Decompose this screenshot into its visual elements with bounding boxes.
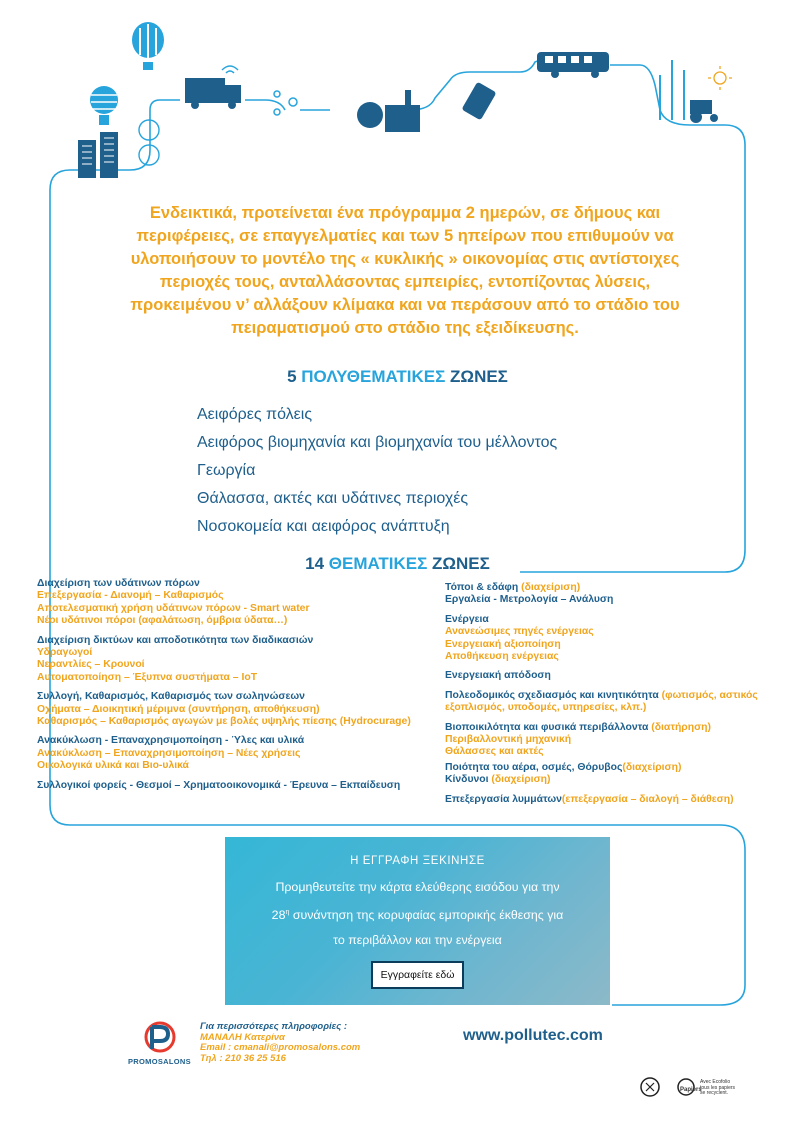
zone-group [445,690,790,715]
register-button[interactable]: Εγγραφείτε εδώ [373,963,463,987]
wifi-icon [222,66,238,73]
zone-title: Ποιότητα του αέρα, οσμές, Θόρυβος [445,761,623,773]
intro-line: περιφέρειες, σε επαγγελματίες και των 5 ηπείρων που επιθυμούν να [136,227,674,245]
zone-sub: Οχήματα – Διοικητική μέριμνα (συντήρηση, αποθήκευση) [37,703,320,715]
multi-zones-list [197,401,557,541]
wind-turbine-icon [139,120,159,165]
network-icon [274,91,297,115]
zone-title: Πολεοδομικός σχεδιασμός και κινητικότητα [445,689,659,701]
zone-group [37,735,427,772]
zone-title-suffix: (διαχείριση) [488,774,551,786]
zone-title-suffix: (διατήρηση) [648,721,711,733]
intro-line: Ενδεικτικά, προτείνεται ένα πρόγραμμα 2 ημερών, σε δήμους και [149,204,661,222]
banner-line: Προμηθευτείτε την κάρτα ελεύθερης εισόδου για την [275,880,560,894]
banner-line: το περιβάλλον και την ενέργεια [333,933,502,948]
zone-group [445,614,790,664]
intro-line: πειραματισμού στο στάδιο της εξειδίκευσης. [231,319,579,337]
hot-air-balloon-icon [132,22,164,70]
wheat-icon [660,60,684,120]
list-item: Νοσοκομεία και αειφόρος ανάπτυξη [197,518,450,535]
zone-group [37,635,427,685]
zone-sub: Υδραγωγοί [37,647,93,659]
list-item: Γεωργία [197,462,256,479]
zone-group [37,691,427,728]
zone-sub: Περιβαλλοντική μηχανική [445,734,572,746]
zone-group [37,780,427,792]
papier-label: Papiers [680,1087,702,1093]
zone-group [37,578,427,628]
zone-title: Διαχείριση δικτύων και αποδοτικότητα των διαδικασιών [37,634,314,646]
zone-title: Κίνδυνοι [445,774,489,786]
zone-sub: Καθαρισμός – Καθαρισμός αγωγών με βολές υψηλής πίεσης (Hydrocurage) [37,716,411,728]
garbage-truck-icon [185,78,241,109]
zone-sub: Αποτελεσματική χρήση υδάτινων πόρων - Smart water [37,602,310,614]
zone-title-suffix: (επεξεργασία – διαλογή – διάθεση) [561,793,734,805]
logo-label: PROMOSALONS [128,1057,191,1066]
zone-sub: Ανανεώσιμες πηγές ενέργειας [445,626,594,638]
multi-zones-heading: 5 ΠΟΛΥΘΕΜΑΤΙΚΕΣ ΖΩΝΕΣ [287,367,508,386]
list-item: Θάλασσα, ακτές και υδάτινες περιοχές [197,490,469,507]
zone-title: Συλλογικοί φορείς - Θεσμοί – Χρηματοοικονομικά - Έρευνα – Εκπαίδευση [37,779,401,791]
zone-group [445,794,790,806]
zone-group [445,722,790,759]
factory-icon [357,90,420,132]
tractor-icon [690,100,718,123]
zone-sub: Εργαλεία - Μετρολογία – Ανάλυση [445,594,614,606]
zone-title: Τόποι & εδάφη [445,582,519,593]
zone-sub: Νέοι υδάτινοι πόροι (αφαλάτωση, όμβρια ύδατα…) [37,615,288,627]
zone-group [445,582,790,607]
zone-sub: Επεξεργασία - Διανομή – Καθαρισμός [37,590,224,602]
zone-title: Επεξεργασία λυμμάτων [445,793,562,805]
zone-sub: Νεραντλίες – Κρουνοί [37,659,145,671]
zone-title: Ανακύκλωση - Επαναχρησιμοποίηση - Ύλες και υλικά [37,735,305,747]
globe-icon [90,86,118,125]
intro-line: περιοχές τους, ανταλλάσοντας εμπειρίες, εντοπίζοντας λύσεις, [159,273,651,291]
contact-label: Για περισσότερες πληροφορίες : [200,1021,348,1032]
zone-sub: Θάλασσες και ακτές [445,746,544,758]
registration-banner [225,837,610,1005]
contact-name: ΜΑΝΑΛΗ Κατερίνα [200,1031,285,1043]
zone-title-suffix: (διαχείριση) [518,582,581,593]
zone-sub: Οικολογικά υλικά και Βιο-υλικά [37,760,189,772]
thematic-zones-left [37,578,427,799]
zone-title-suffix: (διαχείριση) [622,761,682,773]
zone-title: Συλλογή, Καθαρισμός, Καθαρισμός των σωληνώσεων [37,691,305,703]
banner-title: Η ΕΓΓΡΑΦΗ ΞΕΚΙΝΗΣΕ [350,855,485,867]
intro-paragraph [95,202,715,340]
banner-line: $28^\eta$ συνάντηση της κορυφαίας εμπορικής έκθεσης για [271,908,564,923]
zone-group [445,670,790,682]
list-item: Αειφόρες πόλεις [197,406,313,423]
sun-icon [708,66,732,90]
bus-icon [537,52,609,78]
mobile-payment-icon [461,82,496,121]
list-item: Αειφόρος βιομηχανία και βιομηχανία του μέλλοντος [197,434,558,451]
thematic-zones-right [445,582,790,813]
website-link[interactable]: www.pollutec.com [463,1027,603,1044]
zone-sub: Αυτοματοποίηση – Έξυπνα συστήματα – IoT [37,671,258,683]
zone-group [445,762,790,787]
zone-title-suffix: (φωτισμός, αστικός εξοπλισμός, υποδομές, υπηρεσίες, κλπ.) [445,689,758,714]
contact-email[interactable]: Email : cmanali@promosalons.com [200,1042,361,1053]
intro-line: προκειμένου ν’ αλλάξουν κλίμακα και να περάσουν από το στάδιο του [130,296,680,314]
thematic-zones-heading: 14 ΘΕΜΑΤΙΚΕΣ ΖΩΝΕΣ [305,554,490,573]
zone-sub: Αποθήκευση ενέργειας [445,651,559,663]
zone-title: Βιοποικιλότητα και φυσικά περιβάλλοντα [445,721,649,733]
zone-title: Διαχείριση των υδάτινων πόρων [37,578,200,589]
contact-phone: Τηλ : 210 36 25 516 [200,1052,286,1064]
zone-title: Ενέργεια [445,613,489,625]
zone-sub: Ενεργειακή αξιοποίηση [445,638,561,650]
zone-sub: Ανακύκλωση – Επαναχρησιμοποίηση – Νέες χρήσεις [37,747,301,759]
intro-line: υλοποιήσουν το μοντέλο της « κυκλικής » οικονομίας στις αντίστοιχες [130,250,680,268]
city-buildings-icon [78,132,118,178]
banner-text [225,875,610,953]
papier-text: Avec Ecofolio tous les papiers se recyclent. [700,1079,736,1096]
zone-title: Ενεργειακή απόδοση [445,670,551,682]
contact-info [200,1022,360,1064]
